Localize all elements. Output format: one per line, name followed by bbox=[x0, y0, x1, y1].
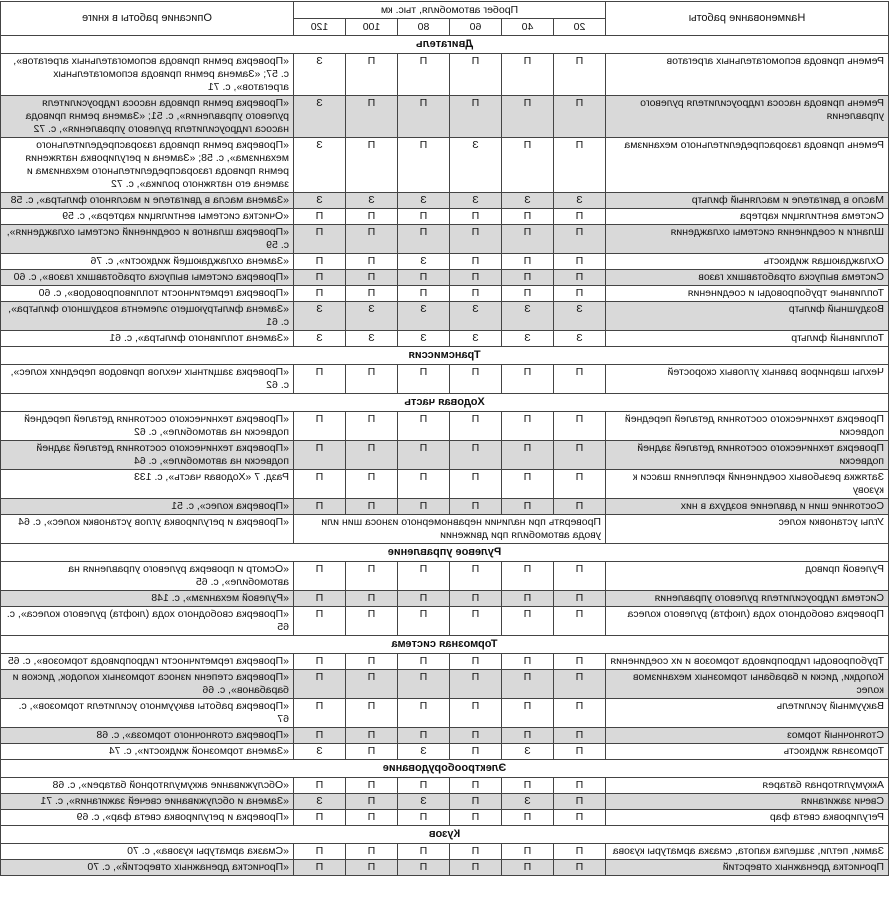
mileage-mark-cell: З bbox=[293, 193, 345, 209]
mileage-mark-cell: П bbox=[450, 209, 502, 225]
mileage-mark-cell: З bbox=[502, 331, 554, 347]
mileage-mark-cell: П bbox=[346, 654, 398, 670]
mileage-mark-cell: П bbox=[398, 699, 450, 728]
mileage-mark-cell: П bbox=[346, 607, 398, 636]
mileage-mark-cell: П bbox=[346, 699, 398, 728]
work-name-cell: Замки, петли, защелка капота, смазка арматуры кузова bbox=[606, 844, 889, 860]
work-name-cell: Ремень привода насоса гидроусилителя рулевого управления bbox=[606, 96, 889, 138]
mileage-mark-cell: З bbox=[346, 302, 398, 331]
mileage-mark-cell: П bbox=[450, 441, 502, 470]
mileage-mark-cell: П bbox=[450, 844, 502, 860]
mileage-mark-cell: П bbox=[293, 499, 345, 515]
work-name-cell: Охлаждающая жидкость bbox=[606, 254, 889, 270]
header-work-name: Наименование работы bbox=[606, 2, 889, 36]
mileage-mark-cell: П bbox=[450, 470, 502, 499]
mileage-mark-cell: П bbox=[450, 254, 502, 270]
mileage-mark-cell: П bbox=[346, 670, 398, 699]
work-name-cell: Свечи зажигания bbox=[606, 794, 889, 810]
mileage-mark-cell: П bbox=[293, 860, 345, 876]
mileage-mark-cell: П bbox=[554, 270, 606, 286]
mileage-mark-cell: П bbox=[450, 412, 502, 441]
mileage-mark-cell: П bbox=[293, 810, 345, 826]
work-name-cell: Регулировка света фар bbox=[606, 810, 889, 826]
section-row bbox=[0, 760, 888, 778]
section-title: Трансмиссия bbox=[0, 347, 888, 365]
work-name-cell: Система гидроусилителя рулевого управления bbox=[606, 591, 889, 607]
maintenance-table bbox=[0, 1, 889, 876]
mileage-mark-cell: П bbox=[293, 699, 345, 728]
table-row bbox=[0, 254, 888, 270]
description-cell: «Замена топливного фильтра», с. 61 bbox=[0, 331, 293, 347]
mileage-mark-cell: П bbox=[293, 209, 345, 225]
header-mileage: Пробег автомобиля, тыс. км bbox=[293, 2, 605, 19]
mileage-mark-cell: П bbox=[346, 254, 398, 270]
header-mileage-col: 120 bbox=[293, 19, 345, 36]
mileage-mark-cell: П bbox=[398, 810, 450, 826]
mileage-mark-cell: П bbox=[554, 286, 606, 302]
table-row bbox=[0, 794, 888, 810]
description-cell: «Проверка степени износа тормозных колодок, дисков и барабанов», с. 66 bbox=[0, 670, 293, 699]
mileage-mark-cell: З bbox=[398, 744, 450, 760]
mileage-mark-cell: П bbox=[346, 562, 398, 591]
table-row bbox=[0, 209, 888, 225]
mileage-mark-cell: П bbox=[502, 365, 554, 394]
table-row bbox=[0, 844, 888, 860]
mileage-mark-cell: П bbox=[293, 728, 345, 744]
table-row bbox=[0, 728, 888, 744]
mileage-mark-cell: З bbox=[554, 193, 606, 209]
mileage-mark-cell: П bbox=[554, 562, 606, 591]
mileage-mark-cell: З bbox=[398, 254, 450, 270]
mileage-mark-cell: П bbox=[293, 270, 345, 286]
work-name-cell: Система вентиляции картера bbox=[606, 209, 889, 225]
mileage-mark-cell: З bbox=[346, 331, 398, 347]
mileage-mark-cell: З bbox=[398, 794, 450, 810]
mileage-mark-cell: П bbox=[346, 96, 398, 138]
mileage-mark-cell: П bbox=[450, 699, 502, 728]
mileage-mark-cell: З bbox=[554, 302, 606, 331]
mileage-mark-cell: П bbox=[346, 209, 398, 225]
work-name-cell: Топливный фильтр bbox=[606, 331, 889, 347]
mileage-mark-cell: П bbox=[398, 286, 450, 302]
mileage-mark-cell: П bbox=[554, 778, 606, 794]
mileage-mark-cell: З bbox=[293, 331, 345, 347]
table-row bbox=[0, 193, 888, 209]
table-row bbox=[0, 365, 888, 394]
table-row bbox=[0, 225, 888, 254]
description-cell: «Проверка шлангов и соединений системы охлаждения», с. 59 bbox=[0, 225, 293, 254]
table-row bbox=[0, 607, 888, 636]
mileage-mark-cell: П bbox=[293, 844, 345, 860]
mileage-mark-cell: П bbox=[398, 499, 450, 515]
mileage-mark-cell: П bbox=[554, 591, 606, 607]
description-cell: «Проверка ремня привода вспомогательных агрегатов», с. 57; «Замена ремня привода вспомогательных агрегатов», с. 71 bbox=[0, 54, 293, 96]
mileage-mark-cell: П bbox=[346, 270, 398, 286]
work-name-cell: Затяжка резьбовых соединений крепления шасси к кузову bbox=[606, 470, 889, 499]
description-cell: «Проверка ремня привода газораспределительного механизма», с. 58; «Замена и регулировка натяжения ремня привода газораспределительного механизма и замена его натяжного ролика», с. 72 bbox=[0, 138, 293, 193]
description-cell: «Смазка арматуры кузова», с. 70 bbox=[0, 844, 293, 860]
mileage-mark-cell: П bbox=[346, 441, 398, 470]
table-row bbox=[0, 270, 888, 286]
table-row bbox=[0, 744, 888, 760]
work-name-cell: Проверка технического состояния деталей задней подвески bbox=[606, 441, 889, 470]
mileage-mark-cell: П bbox=[450, 270, 502, 286]
work-name-cell: Трубопроводы гидропривода тормозов и их соединения bbox=[606, 654, 889, 670]
mileage-mark-cell: П bbox=[502, 470, 554, 499]
mileage-mark-cell: З bbox=[346, 193, 398, 209]
work-name-cell: Углы установки колес bbox=[606, 515, 889, 544]
description-cell: «Осмотр и проверка рулевого управления на автомобиле», с. 65 bbox=[0, 562, 293, 591]
mileage-mark-cell: З bbox=[293, 302, 345, 331]
table-row bbox=[0, 778, 888, 794]
section-row bbox=[0, 544, 888, 562]
table-row bbox=[0, 138, 888, 193]
mileage-mark-cell: П bbox=[502, 860, 554, 876]
mileage-mark-cell: П bbox=[450, 562, 502, 591]
mileage-mark-cell: З bbox=[502, 193, 554, 209]
work-name-cell: Масло в двигателе и масляный фильтр bbox=[606, 193, 889, 209]
mileage-mark-cell: П bbox=[346, 286, 398, 302]
description-cell: «Проверка герметичности топливопроводов», с. 60 bbox=[0, 286, 293, 302]
work-name-cell: Система выпуска отработавших газов bbox=[606, 270, 889, 286]
mileage-mark-cell: П bbox=[502, 138, 554, 193]
mileage-mark-cell: П bbox=[554, 607, 606, 636]
mileage-mark-cell: З bbox=[293, 744, 345, 760]
mileage-mark-cell: П bbox=[502, 810, 554, 826]
mileage-mark-cell: П bbox=[293, 778, 345, 794]
work-name-cell: Колодки, диски и барабаны тормозных механизмов колес bbox=[606, 670, 889, 699]
header-mileage-col: 80 bbox=[398, 19, 450, 36]
section-title: Двигатель bbox=[0, 36, 888, 54]
mileage-mark-cell: П bbox=[450, 591, 502, 607]
table-row bbox=[0, 499, 888, 515]
mileage-mark-cell: П bbox=[398, 654, 450, 670]
mileage-mark-cell: П bbox=[554, 54, 606, 96]
mileage-mark-cell: П bbox=[398, 412, 450, 441]
mileage-mark-cell: П bbox=[502, 562, 554, 591]
work-name-cell: Тормозная жидкость bbox=[606, 744, 889, 760]
mileage-mark-cell: П bbox=[398, 591, 450, 607]
mileage-mark-cell: П bbox=[450, 365, 502, 394]
work-name-cell: Вакуумный усилитель bbox=[606, 699, 889, 728]
mileage-mark-cell: П bbox=[450, 499, 502, 515]
mileage-mark-cell: П bbox=[450, 794, 502, 810]
table-row bbox=[0, 331, 888, 347]
mileage-mark-cell: П bbox=[398, 778, 450, 794]
section-title: Кузов bbox=[0, 826, 888, 844]
mileage-mark-cell: П bbox=[346, 499, 398, 515]
work-name-cell: Рулевой привод bbox=[606, 562, 889, 591]
mileage-mark-cell: З bbox=[450, 331, 502, 347]
description-cell: «Проверка защитных чехлов приводов передних колес», с. 62 bbox=[0, 365, 293, 394]
description-cell: «Прочистка дренажных отверстий», с. 70 bbox=[0, 860, 293, 876]
mileage-mark-cell: З bbox=[450, 138, 502, 193]
description-cell: «Очистка системы вентиляции картера», с. 59 bbox=[0, 209, 293, 225]
description-cell: «Обслуживание аккумуляторной батареи», с. 68 bbox=[0, 778, 293, 794]
mileage-mark-cell: П bbox=[450, 670, 502, 699]
header-mileage-col: 20 bbox=[554, 19, 606, 36]
mileage-mark-cell: П bbox=[502, 54, 554, 96]
description-cell: «Замена тормозной жидкости», с. 74 bbox=[0, 744, 293, 760]
mileage-mark-cell: П bbox=[554, 699, 606, 728]
mileage-mark-cell: П bbox=[502, 254, 554, 270]
table-row bbox=[0, 860, 888, 876]
mileage-mark-cell: П bbox=[398, 225, 450, 254]
mileage-mark-cell: П bbox=[293, 670, 345, 699]
mileage-mark-cell: П bbox=[502, 441, 554, 470]
mileage-mark-cell: П bbox=[398, 270, 450, 286]
work-name-cell: Ремень привода газораспределительного механизма bbox=[606, 138, 889, 193]
section-title: Рулевое управление bbox=[0, 544, 888, 562]
mileage-mark-cell: З bbox=[398, 193, 450, 209]
description-cell: «Проверка стояночного тормоза», с. 68 bbox=[0, 728, 293, 744]
mileage-mark-cell: П bbox=[398, 860, 450, 876]
mileage-mark-cell: П bbox=[398, 365, 450, 394]
mileage-mark-cell: П bbox=[346, 470, 398, 499]
table-row bbox=[0, 810, 888, 826]
mileage-mark-cell: П bbox=[450, 744, 502, 760]
mileage-mark-cell: П bbox=[346, 412, 398, 441]
mileage-mark-cell: П bbox=[293, 365, 345, 394]
mileage-mark-cell: П bbox=[398, 138, 450, 193]
mileage-mark-cell: З bbox=[502, 302, 554, 331]
table-row bbox=[0, 654, 888, 670]
mileage-mark-cell: П bbox=[502, 270, 554, 286]
work-name-cell: Состояние шин и давление воздуха в них bbox=[606, 499, 889, 515]
work-name-cell: Топливные трубопроводы и соединения bbox=[606, 286, 889, 302]
table-row bbox=[0, 412, 888, 441]
table-row bbox=[0, 562, 888, 591]
mileage-mark-cell: П bbox=[398, 209, 450, 225]
mileage-mark-cell: П bbox=[502, 286, 554, 302]
work-name-cell: Шланги и соединения системы охлаждения bbox=[606, 225, 889, 254]
mileage-mark-cell: П bbox=[293, 412, 345, 441]
mileage-mark-cell: З bbox=[502, 744, 554, 760]
mileage-mark-cell: П bbox=[502, 670, 554, 699]
mileage-mark-cell: П bbox=[554, 254, 606, 270]
description-cell: «Проверка герметичности гидропривода тормозов», с. 65 bbox=[0, 654, 293, 670]
mileage-mark-cell: П bbox=[554, 441, 606, 470]
table-row bbox=[0, 302, 888, 331]
mileage-mark-cell: П bbox=[293, 591, 345, 607]
work-name-cell: Проверка свободного хода (люфта) рулевого колеса bbox=[606, 607, 889, 636]
mileage-mark-cell: П bbox=[502, 499, 554, 515]
table-row bbox=[0, 515, 888, 544]
description-cell: «Замена масла в двигателе и масляного фильтра», с. 58 bbox=[0, 193, 293, 209]
mileage-mark-cell: З bbox=[293, 54, 345, 96]
description-cell: «Проверка системы выпуска отработавших газов», с. 60 bbox=[0, 270, 293, 286]
mileage-mark-cell: З bbox=[293, 96, 345, 138]
mileage-mark-cell: П bbox=[450, 728, 502, 744]
work-name-cell: Аккумуляторная батарея bbox=[606, 778, 889, 794]
description-cell: «Проверка колес», с. 51 bbox=[0, 499, 293, 515]
mileage-mark-cell: П bbox=[346, 794, 398, 810]
mileage-mark-cell: П bbox=[502, 728, 554, 744]
description-cell: «Проверка свободного хода (люфта) рулевого колеса», с. 65 bbox=[0, 607, 293, 636]
section-row bbox=[0, 36, 888, 54]
mileage-mark-cell: П bbox=[293, 470, 345, 499]
mileage-mark-cell: П bbox=[502, 225, 554, 254]
mileage-mark-cell: П bbox=[554, 96, 606, 138]
section-row bbox=[0, 636, 888, 654]
mileage-mark-cell: П bbox=[293, 225, 345, 254]
header-description: Описание работы в книге bbox=[0, 2, 293, 36]
table-row bbox=[0, 441, 888, 470]
description-cell: «Проверка работы вакуумного усилителя тормозов», с. 67 bbox=[0, 699, 293, 728]
mileage-mark-cell: З bbox=[398, 302, 450, 331]
mileage-mark-cell: П bbox=[502, 654, 554, 670]
mileage-mark-cell: П bbox=[346, 778, 398, 794]
table-row bbox=[0, 96, 888, 138]
mileage-mark-cell: П bbox=[502, 607, 554, 636]
mileage-mark-cell: П bbox=[293, 441, 345, 470]
table-row bbox=[0, 286, 888, 302]
mileage-mark-cell: П bbox=[554, 844, 606, 860]
work-name-cell: Стояночный тормоз bbox=[606, 728, 889, 744]
mileage-mark-cell: П bbox=[398, 670, 450, 699]
description-cell: «Проверка технического состояния деталей задней подвески на автомобиле», с. 64 bbox=[0, 441, 293, 470]
mileage-mark-cell: П bbox=[293, 254, 345, 270]
mileage-mark-cell: П bbox=[450, 778, 502, 794]
mileage-mark-cell: П bbox=[554, 794, 606, 810]
work-name-cell: Воздушный фильтр bbox=[606, 302, 889, 331]
mileage-mark-cell: П bbox=[346, 591, 398, 607]
mileage-mark-cell: П bbox=[346, 54, 398, 96]
mileage-mark-cell: П bbox=[502, 778, 554, 794]
description-cell: Разд. 7 «Ходовая часть», с. 133 bbox=[0, 470, 293, 499]
work-name-cell: Чехлы шарниров равных угловых скоростей bbox=[606, 365, 889, 394]
section-row bbox=[0, 347, 888, 365]
mileage-mark-cell: П bbox=[554, 225, 606, 254]
description-cell: «Проверка ремня привода насоса гидроусилителя рулевого управления», с. 51; «Замена ремня привода насоса гидроусилителя рулевого управления», с. 72 bbox=[0, 96, 293, 138]
mileage-mark-cell: П bbox=[398, 728, 450, 744]
table-body bbox=[0, 36, 888, 876]
mileage-mark-cell: П bbox=[450, 54, 502, 96]
table-row bbox=[0, 470, 888, 499]
mileage-mark-cell: П bbox=[502, 844, 554, 860]
mileage-mark-cell: П bbox=[346, 225, 398, 254]
mileage-mark-cell: П bbox=[450, 286, 502, 302]
table-row bbox=[0, 699, 888, 728]
description-cell: «Замена охлаждающей жидкости», с. 76 bbox=[0, 254, 293, 270]
mileage-mark-cell: П bbox=[398, 562, 450, 591]
mileage-mark-cell: П bbox=[554, 209, 606, 225]
mileage-mark-cell: П bbox=[554, 412, 606, 441]
table-row bbox=[0, 591, 888, 607]
mileage-mark-cell: П bbox=[502, 412, 554, 441]
mileage-mark-cell: П bbox=[554, 744, 606, 760]
mileage-mark-cell: П bbox=[346, 844, 398, 860]
mileage-mark-cell: П bbox=[554, 860, 606, 876]
mileage-mark-cell: З bbox=[450, 302, 502, 331]
header-mileage-col: 40 bbox=[502, 19, 554, 36]
description-cell: «Проверка и регулировка углов установки колес», с. 64 bbox=[0, 515, 293, 544]
section-row bbox=[0, 394, 888, 412]
table-row bbox=[0, 54, 888, 96]
mileage-mark-cell: П bbox=[450, 860, 502, 876]
mileage-mark-cell: П bbox=[554, 728, 606, 744]
mileage-mark-cell: П bbox=[346, 365, 398, 394]
mileage-mark-cell: П bbox=[398, 54, 450, 96]
section-title: Тормозная система bbox=[0, 636, 888, 654]
mileage-mark-cell: П bbox=[502, 96, 554, 138]
mileage-mark-cell: П bbox=[346, 860, 398, 876]
mileage-mark-cell: П bbox=[398, 441, 450, 470]
mileage-mark-cell: З bbox=[398, 331, 450, 347]
mileage-mark-cell: П bbox=[450, 810, 502, 826]
section-row bbox=[0, 826, 888, 844]
work-name-cell: Прочистка дренажных отверстий bbox=[606, 860, 889, 876]
mileage-mark-cell: П bbox=[502, 209, 554, 225]
mileage-mark-cell: П bbox=[398, 844, 450, 860]
mileage-mark-cell: П bbox=[554, 470, 606, 499]
mileage-note-cell: Проверять при наличии неравномерного износа шин или увода автомобиля при движении bbox=[293, 515, 605, 544]
section-title: Ходовая часть bbox=[0, 394, 888, 412]
description-cell: «Замена и обслуживание свечей зажигания», с. 71 bbox=[0, 794, 293, 810]
mileage-mark-cell: П bbox=[450, 607, 502, 636]
header-mileage-col: 60 bbox=[450, 19, 502, 36]
mileage-mark-cell: П bbox=[398, 607, 450, 636]
mileage-mark-cell: З bbox=[450, 193, 502, 209]
mileage-mark-cell: П bbox=[293, 654, 345, 670]
mileage-mark-cell: П bbox=[554, 810, 606, 826]
mileage-mark-cell: П bbox=[554, 654, 606, 670]
work-name-cell: Проверка технического состояния деталей передней подвески bbox=[606, 412, 889, 441]
table-row bbox=[0, 670, 888, 699]
work-name-cell: Ремень привода вспомогательных агрегатов bbox=[606, 54, 889, 96]
description-cell: «Замена фильтрующего элемента воздушного фильтра», с. 61 bbox=[0, 302, 293, 331]
mileage-mark-cell: П bbox=[554, 365, 606, 394]
description-cell: «Проверка технического состояния деталей передней подвески на автомобиле», с. 62 bbox=[0, 412, 293, 441]
mileage-mark-cell: П bbox=[554, 499, 606, 515]
mileage-mark-cell: П bbox=[293, 562, 345, 591]
mileage-mark-cell: З bbox=[502, 794, 554, 810]
mileage-mark-cell: П bbox=[346, 138, 398, 193]
mileage-mark-cell: П bbox=[293, 607, 345, 636]
section-title: Электрооборудование bbox=[0, 760, 888, 778]
description-cell: «Проверка и регулировка света фар», с. 69 bbox=[0, 810, 293, 826]
mileage-mark-cell: П bbox=[450, 225, 502, 254]
mileage-mark-cell: П bbox=[502, 591, 554, 607]
mileage-mark-cell: П bbox=[346, 810, 398, 826]
mileage-mark-cell: П bbox=[554, 670, 606, 699]
header-mileage-col: 100 bbox=[346, 19, 398, 36]
mileage-mark-cell: П bbox=[502, 699, 554, 728]
mileage-mark-cell: П bbox=[293, 286, 345, 302]
mileage-mark-cell: П bbox=[450, 96, 502, 138]
mileage-mark-cell: П bbox=[554, 138, 606, 193]
description-cell: «Рулевой механизм», с. 148 bbox=[0, 591, 293, 607]
mileage-mark-cell: П bbox=[450, 654, 502, 670]
mileage-mark-cell: П bbox=[398, 96, 450, 138]
mileage-mark-cell: З bbox=[293, 794, 345, 810]
mileage-mark-cell: П bbox=[398, 470, 450, 499]
mileage-mark-cell: П bbox=[346, 728, 398, 744]
mileage-mark-cell: П bbox=[346, 744, 398, 760]
mileage-mark-cell: З bbox=[554, 331, 606, 347]
mileage-mark-cell: З bbox=[293, 138, 345, 193]
